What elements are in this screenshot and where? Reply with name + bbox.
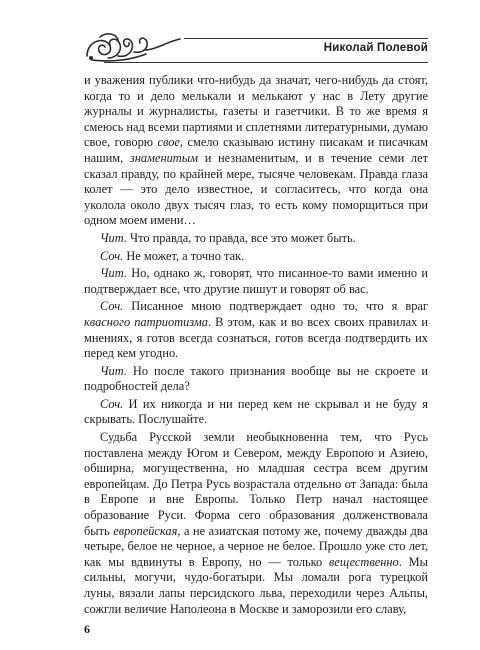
header-rule-bottom [104,62,428,63]
header-rule-top [184,38,428,39]
text-run: Что правда, то правда, все это может быть. [126,230,356,245]
text-run: Но, однако ж, говорят, что писанное-то вами именно и подтверждает все, что другие пишут и говорят об вас. [84,266,428,296]
running-header-author: Николай Полевой [323,42,428,54]
running-header [84,28,428,64]
paragraph [84,299,428,361]
paragraph [84,231,428,247]
text-run: , смело сказываю истину писакам и писачкам нашим, [84,135,428,165]
paragraph [84,73,428,229]
italic-text: Соч. [100,396,124,411]
italic-text: Чит. [100,363,127,378]
text-run: Судьба Русской земли необыкновенна тем, что Русь поставлена между Югом и Севером, между Европою и Азиею, обширна, могущественна, но младшая сестра всем другим европейцам. До Петра Русь возрастала отдельно от Запада: была в Европе и вне Европы. Только Петр начал настоящее образование Руси. Форма сего образования долженствовала быть [84,430,428,538]
text-run: И их никогда и ни перед кем не скрывал и не буду я скрывать. Послушайте. [84,396,428,427]
italic-text: знаменитым [129,150,199,165]
paragraph [84,249,428,265]
page-number: 6 [84,622,90,636]
text-run: . Мы сильны, могучи, чудо-богатыри. Мы ломали рога турецкой луны, вязали лапы персидского льва, переходили через Альпы, сожгли величие Наполеона в Москве и заморозили его славу, [84,554,428,616]
italic-text: европейская [113,523,178,538]
text-run: и незнаменитым, и в течение семи лет сказал правду, по крайней мере, тысяче человекам. Правда глаза колет — это дело известное, и согласитесь, что когда она уколола около двух тысяч глаз, то есть кому поморщиться при одном моем имени… [84,150,428,228]
body-text [84,73,428,617]
text-run: Писанное мною подтверждает одно то, что я враг [123,299,428,314]
paragraph [84,364,428,395]
italic-text: квасного патриотизма [84,314,208,329]
italic-text: Чит. [100,266,127,281]
italic-text: Соч. [100,248,124,263]
text-run: , а не азиатская потому же, почему дважды два четыре, белое не черное, а черное не белое. Прошло уже сто лет, как мы вдвинуты в Европу, но — только [84,523,428,569]
italic-text: Соч. [100,299,124,314]
italic-text: Чит. [100,230,127,245]
paragraph [84,430,428,617]
italic-text: свое [157,135,180,150]
italic-text: вещественно [329,554,399,569]
text-run: Но после такого признания вообще вы не скроете и подробностей дела? [84,363,428,394]
text-run: . В этом, как и во всех своих правилах и мнениях, я готов всегда сознаться, готов всегда подтвердить их перед кем угодно. [84,314,428,361]
text-run: и уважения публики что-нибудь да значат, чего-нибудь да стоят, когда то и дело мелькали и мелькают у нас в Лету другие журналы и журналисты, газеты и газетчики. В то же время я смеюсь над всеми партиями и сплетнями литературными, думаю свое, говорю [84,73,428,150]
paragraph [84,266,428,297]
paragraph [84,397,428,428]
text-run: Не может, а точно так. [123,248,245,263]
ornament-icon [84,28,184,64]
